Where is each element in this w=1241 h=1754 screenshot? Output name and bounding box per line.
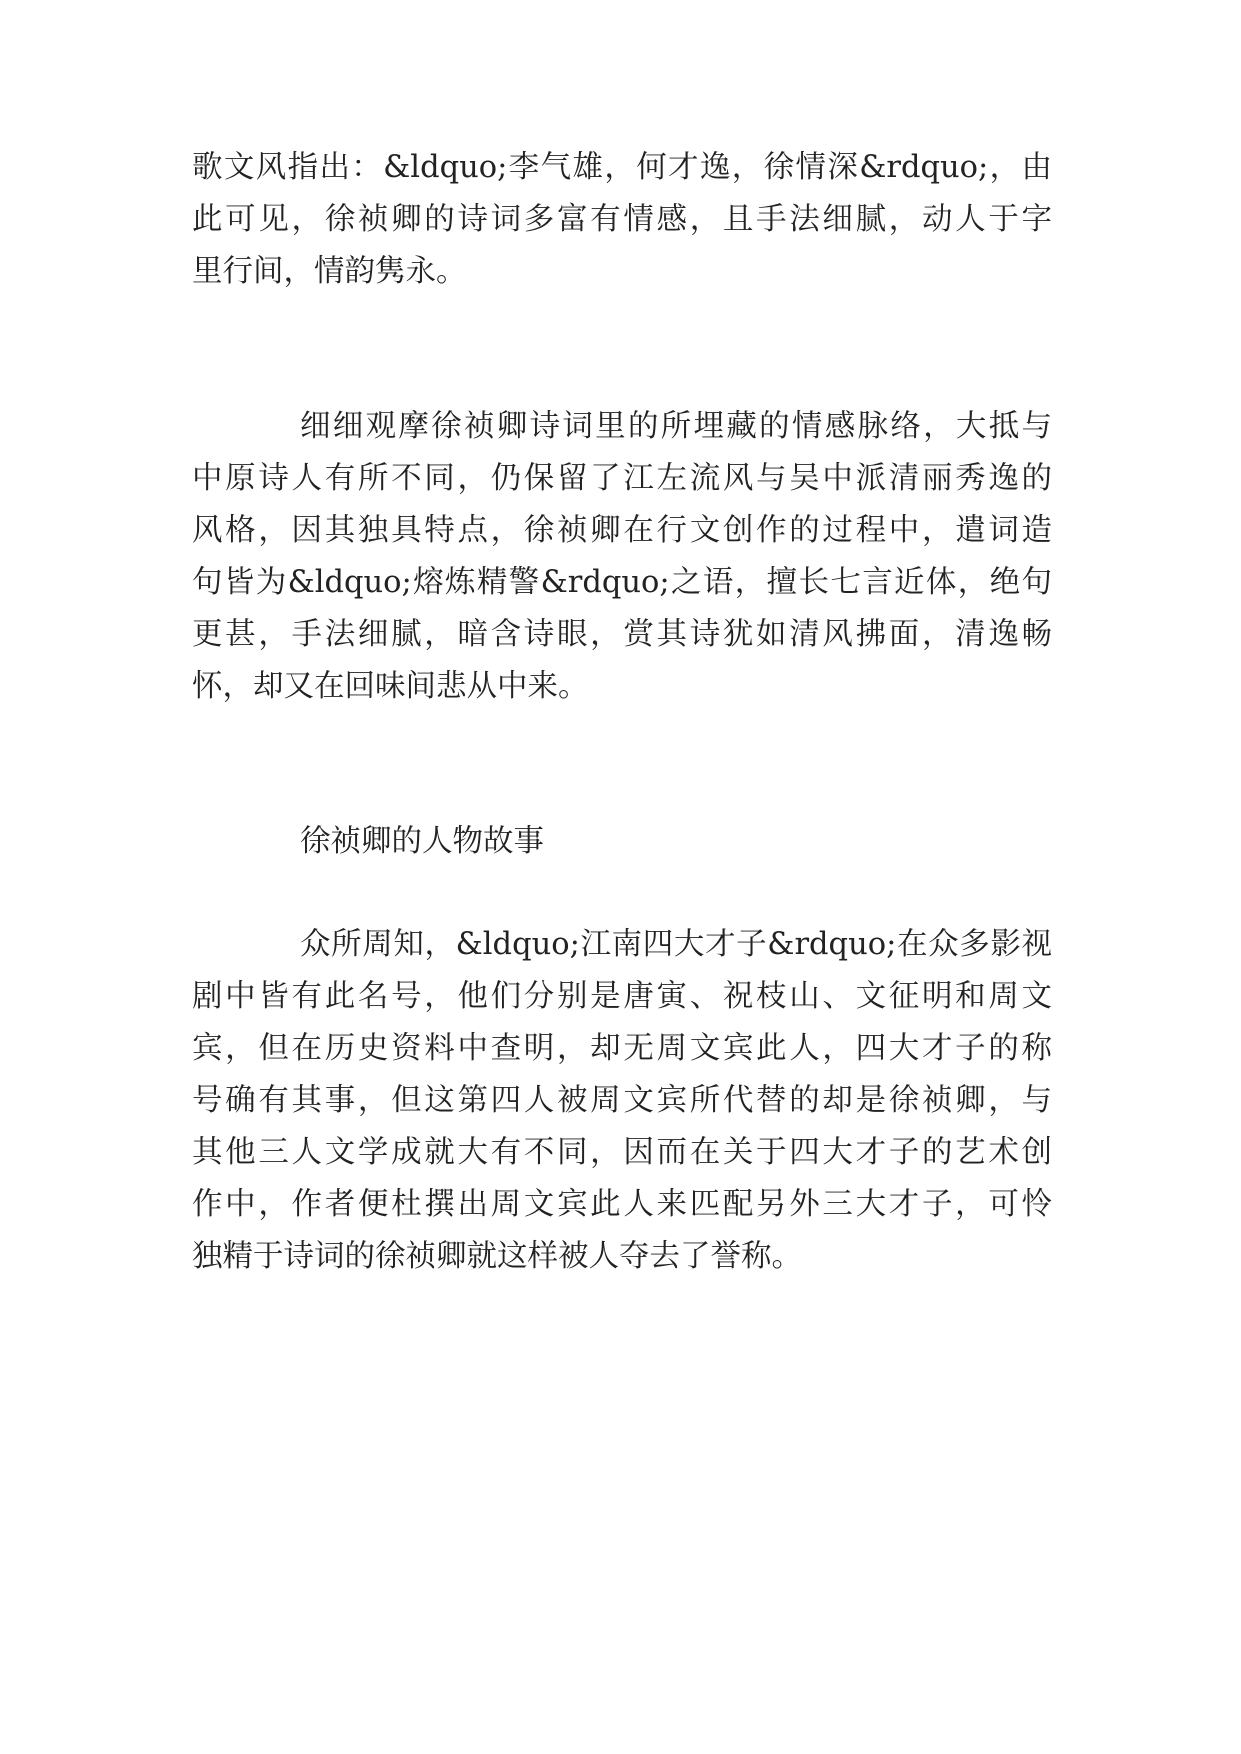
paragraph-3-line-5: 其他三人文学成就大有不同，因而在关于四大才子的艺术创	[192, 1135, 1052, 1170]
paragraph-2-line-4: 句皆为&ldquo;熔炼精警&rdquo;之语，擅长七言近体，绝句	[192, 565, 1052, 600]
paragraph-3-line-3: 宾，但在历史资料中查明，却无周文宾此人，四大才子的称	[192, 1031, 1052, 1066]
section-heading: 徐祯卿的人物故事	[300, 824, 544, 859]
paragraph-1-line-1: 歌文风指出：&ldquo;李气雄，何才逸，徐情深&rdquo;，由	[192, 150, 1052, 185]
paragraph-3-line-4: 号确有其事，但这第四人被周文宾所代替的却是徐祯卿，与	[192, 1083, 1052, 1118]
paragraph-3-line-2: 剧中皆有此名号，他们分别是唐寅、祝枝山、文征明和周文	[192, 979, 1052, 1014]
paragraph-2-line-6: 怀，却又在回味间悲从中来。	[192, 669, 589, 704]
paragraph-3-line-1: 众所周知，&ldquo;江南四大才子&rdquo;在众多影视	[300, 927, 1052, 962]
paragraph-3-line-7: 独精于诗词的徐祯卿就这样被人夺去了誉称。	[192, 1239, 802, 1274]
paragraph-3-line-6: 作中，作者便杜撰出周文宾此人来匹配另外三大才子，可怜	[192, 1187, 1052, 1222]
paragraph-2-line-3: 风格，因其独具特点，徐祯卿在行文创作的过程中，遣词造	[192, 513, 1052, 548]
paragraph-2-line-2: 中原诗人有所不同，仍保留了江左流风与吴中派清丽秀逸的	[192, 461, 1052, 496]
paragraph-1-line-3: 里行间，情韵隽永。	[192, 254, 467, 289]
paragraph-1-line-2: 此可见，徐祯卿的诗词多富有情感，且手法细腻，动人于字	[192, 202, 1052, 237]
paragraph-2-line-1: 细细观摩徐祯卿诗词里的所埋藏的情感脉络，大抵与	[300, 409, 1052, 444]
paragraph-2-line-5: 更甚，手法细腻，暗含诗眼，赏其诗犹如清风拂面，清逸畅	[192, 617, 1052, 652]
